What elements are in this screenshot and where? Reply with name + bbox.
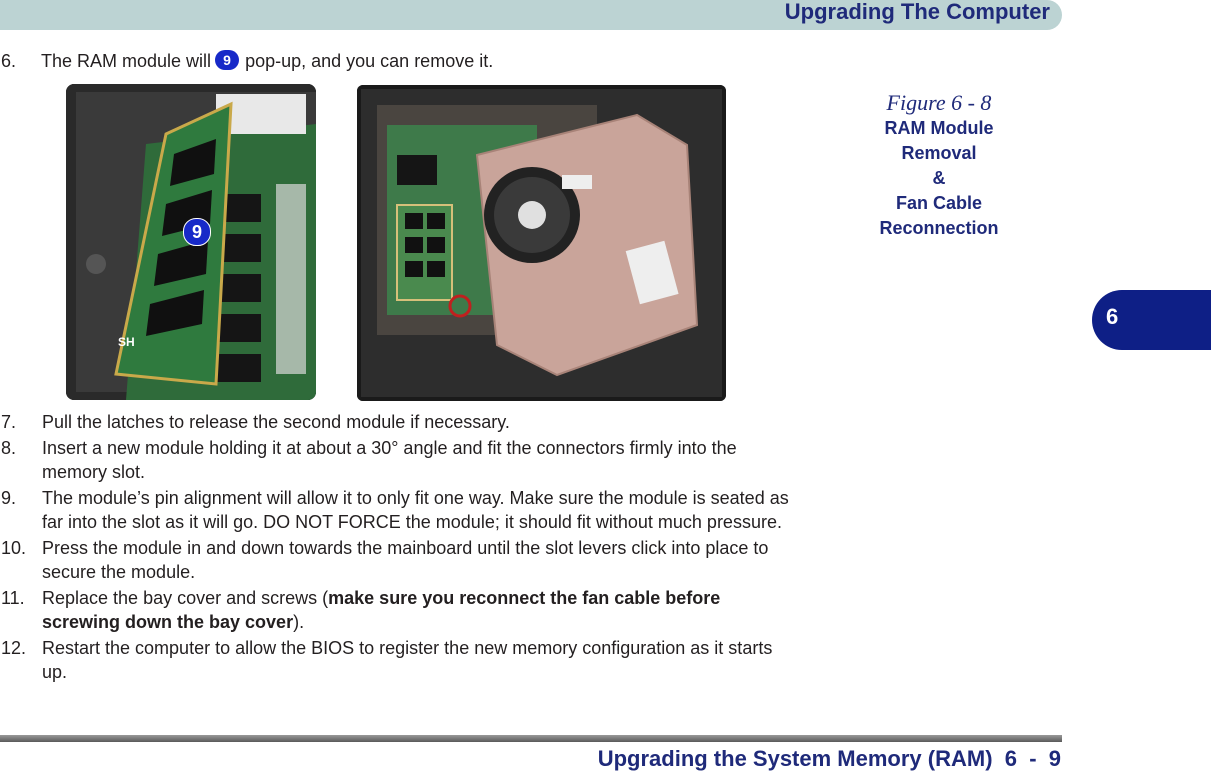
list-item bbox=[0, 536, 800, 585]
step-number: 11. bbox=[1, 587, 25, 608]
step-text-bold: make sure you reconnect the fan cable before screwing down the bay cover bbox=[42, 587, 721, 632]
step-text: Pull the latches to release the second module if necessary. bbox=[42, 412, 510, 432]
photo-left-label: SH bbox=[118, 335, 135, 349]
footer-divider bbox=[0, 735, 1062, 742]
list-item bbox=[0, 636, 800, 685]
step-6 bbox=[0, 50, 493, 72]
callout-badge: 9 bbox=[215, 50, 239, 70]
step-text bbox=[42, 586, 800, 635]
caption-line: & bbox=[932, 168, 946, 188]
header-title: Upgrading The Computer bbox=[784, 0, 1050, 24]
caption-line: Fan Cable bbox=[895, 193, 983, 213]
step-text-before: Replace the bay cover and screws ( bbox=[42, 587, 329, 608]
step-number: 7. bbox=[1, 412, 17, 432]
step-text: Insert a new module holding it at about a 30° angle and fit the connectors firmly into the memory slot. bbox=[42, 437, 737, 482]
header-bar bbox=[0, 0, 1062, 30]
step-text-after: ). bbox=[293, 612, 305, 632]
step-number: 12. bbox=[1, 637, 27, 658]
fan-cable-illustration bbox=[357, 85, 726, 401]
list-item bbox=[0, 586, 800, 635]
fan-cable-photo bbox=[357, 85, 726, 401]
list-item bbox=[0, 436, 800, 485]
chapter-tab bbox=[1092, 290, 1211, 350]
step-text: The module’s pin alignment will allow it to only fit one way. Make sure the module is seated as far into the slot as it will go. DO NOT FORCE the module; it should fit without much pressure. bbox=[42, 487, 789, 532]
instruction-list bbox=[0, 410, 800, 686]
step-number: 6. bbox=[1, 51, 17, 71]
list-item bbox=[0, 486, 800, 535]
step-text-after: pop-up, and you can remove it. bbox=[245, 51, 494, 71]
footer-title: Upgrading the System Memory (RAM) 6 - 9 bbox=[597, 746, 1061, 771]
ram-module-photo bbox=[66, 84, 316, 400]
step-text-before: The RAM module will bbox=[41, 51, 212, 71]
chapter-tab-number: 6 bbox=[1106, 304, 1119, 329]
figure-caption bbox=[860, 90, 1018, 241]
step-number: 8. bbox=[1, 437, 17, 458]
step-number: 9. bbox=[1, 487, 17, 508]
caption-line: RAM Module bbox=[884, 118, 994, 138]
caption-line: Reconnection bbox=[879, 218, 999, 238]
callout-badge-photo: 9 bbox=[183, 218, 211, 246]
figure-title: Figure 6 - 8 bbox=[886, 90, 992, 115]
step-text: Press the module in and down towards the mainboard until the slot levers click into place to secure the module. bbox=[42, 537, 769, 582]
step-text: Restart the computer to allow the BIOS to register the new memory configuration as it starts up. bbox=[42, 637, 773, 682]
list-item bbox=[0, 410, 800, 435]
step-number: 10. bbox=[1, 537, 27, 558]
caption-line: Removal bbox=[901, 143, 977, 163]
